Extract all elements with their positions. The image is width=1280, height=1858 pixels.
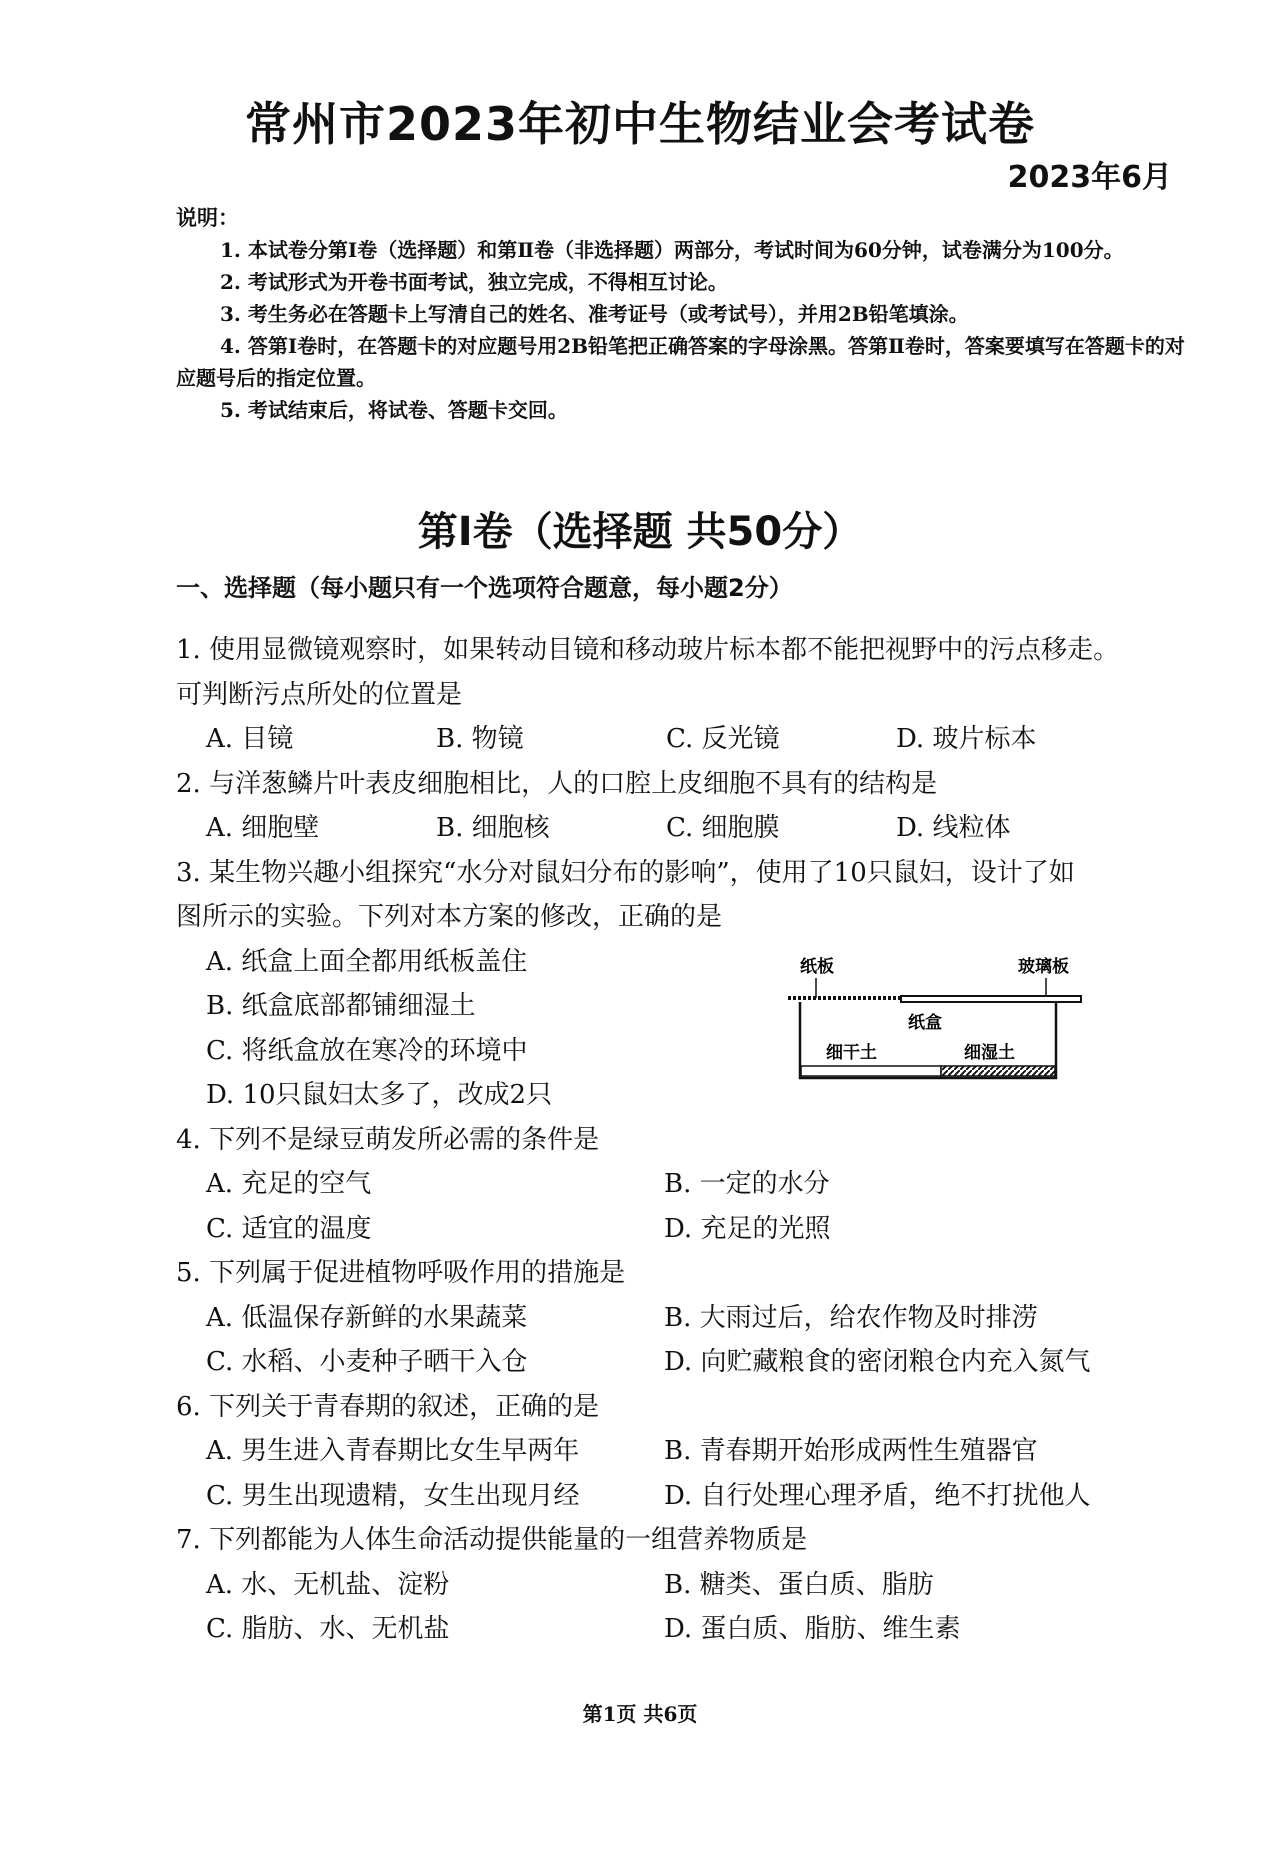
question-stem: 6. 下列关于青春期的叙述，正确的是	[176, 1391, 600, 1422]
question-options	[176, 1474, 1186, 1519]
option-d: D. 向贮藏粮食的密闭粮仓内充入氮气	[664, 1347, 1091, 1377]
instructions	[176, 202, 1186, 426]
option-b: B. 细胞核	[436, 813, 550, 843]
option-a: A. 目镜	[206, 724, 294, 754]
option-c: C. 水稻、小麦种子晒干入仓	[206, 1347, 528, 1377]
label-dry-soil: 细干土	[826, 1043, 877, 1063]
question-options	[176, 1563, 1186, 1608]
label-cardboard: 纸板	[800, 957, 834, 977]
label-glass: 玻璃板	[1018, 957, 1069, 977]
instruction-item: 4. 答第Ⅰ卷时，在答题卡的对应题号用2B铅笔把正确答案的字母涂黑。答第Ⅱ卷时，答案要填写在答题卡的对应题号后的指定位置。	[176, 334, 1185, 390]
option-d: D. 充足的光照	[664, 1213, 831, 1244]
question-stem: 4. 下列不是绿豆萌发所必需的条件是	[176, 1124, 600, 1155]
woodlouse-experiment-diagram	[786, 950, 1086, 1090]
wet-soil-layer	[941, 1066, 1055, 1076]
option-b: B. 青春期开始形成两性生殖器官	[664, 1436, 1038, 1466]
page-footer: 第1页 共6页	[582, 1702, 698, 1726]
option-a: A. 低温保存新鲜的水果蔬菜	[206, 1302, 528, 1333]
option-b: B. 大雨过后，给农作物及时排涝	[664, 1302, 1038, 1333]
option-c: C. 脂肪、水、无机盐	[206, 1614, 450, 1644]
option-b: B. 一定的水分	[664, 1169, 830, 1199]
option-d: D. 线粒体	[896, 813, 1011, 843]
part-heading: 一、选择题（每小题只有一个选项符合题意，每小题2分）	[176, 574, 793, 602]
question-stem: 图所示的实验。下列对本方案的修改，正确的是	[176, 902, 723, 932]
instruction-item: 3. 考生务必在答题卡上写清自己的姓名、准考证号（或考试号），并用2B铅笔填涂。	[220, 302, 969, 326]
question-options	[176, 1429, 1186, 1474]
question-options	[176, 1296, 1186, 1341]
question-options	[176, 1607, 1186, 1652]
section-title: 第Ⅰ卷（选择题 共50分）	[417, 509, 863, 555]
option-d: D. 10只鼠妇太多了，改成2只	[206, 1080, 553, 1110]
instructions-heading: 说明：	[176, 205, 239, 230]
dry-soil-layer	[801, 1066, 941, 1076]
option-a: A. 男生进入青春期比女生早两年	[206, 1436, 580, 1466]
option-a: A. 纸盒上面全都用纸板盖住	[206, 946, 528, 977]
option-c: C. 将纸盒放在寒冷的环境中	[206, 1035, 528, 1066]
question-options	[176, 717, 1186, 762]
question-options	[176, 1340, 1186, 1385]
option-c: C. 男生出现遗精，女生出现月经	[206, 1480, 580, 1511]
label-box: 纸盒	[908, 1013, 942, 1033]
option-d: D. 玻片标本	[896, 724, 1037, 754]
option-d: D. 蛋白质、脂肪、维生素	[664, 1614, 961, 1644]
question-list	[176, 628, 1186, 1652]
exam-date: 2023年6月	[1007, 160, 1172, 195]
question-stem: 5. 下列属于促进植物呼吸作用的措施是	[176, 1258, 626, 1288]
option-a: A. 细胞壁	[206, 813, 320, 843]
option-b: B. 纸盒底部都铺细湿土	[206, 991, 476, 1021]
option-a: A. 充足的空气	[206, 1169, 372, 1199]
label-wet-soil: 细湿土	[964, 1043, 1015, 1063]
option-c: C. 反光镜	[666, 724, 780, 754]
question-options	[176, 1162, 1186, 1207]
instruction-item: 5. 考试结束后，将试卷、答题卡交回。	[220, 398, 568, 422]
glass-cover	[901, 996, 1081, 1002]
instruction-item: 2. 考试形式为开卷书面考试，独立完成，不得相互讨论。	[220, 270, 728, 294]
question-options	[176, 1207, 1186, 1252]
instruction-item: 1. 本试卷分第Ⅰ卷（选择题）和第Ⅱ卷（非选择题）两部分，考试时间为60分钟，试卷满分为100分。	[220, 238, 1124, 262]
question-stem: 2. 与洋葱鳞片叶表皮细胞相比，人的口腔上皮细胞不具有的结构是	[176, 768, 938, 799]
question-stem: 7. 下列都能为人体生命活动提供能量的一组营养物质是	[176, 1525, 808, 1555]
question-stem: 3. 某生物兴趣小组探究“水分对鼠妇分布的影响”，使用了10只鼠妇，设计了如	[176, 857, 1075, 888]
option-b: B. 物镜	[436, 724, 524, 754]
question-stem: 1. 使用显微镜观察时，如果转动目镜和移动玻片标本都不能把视野中的污点移走。	[176, 635, 1120, 665]
option-c: C. 细胞膜	[666, 813, 780, 843]
exam-title: 常州市2023年初中生物结业会考试卷	[244, 97, 1036, 151]
option-a: A. 水、无机盐、淀粉	[206, 1569, 450, 1600]
question-stem: 可判断污点所处的位置是	[176, 679, 463, 710]
option-d: D. 自行处理心理矛盾，绝不打扰他人	[664, 1480, 1091, 1511]
option-c: C. 适宜的温度	[206, 1213, 372, 1244]
question-options	[176, 806, 1186, 851]
option-b: B. 糖类、蛋白质、脂肪	[664, 1569, 934, 1600]
